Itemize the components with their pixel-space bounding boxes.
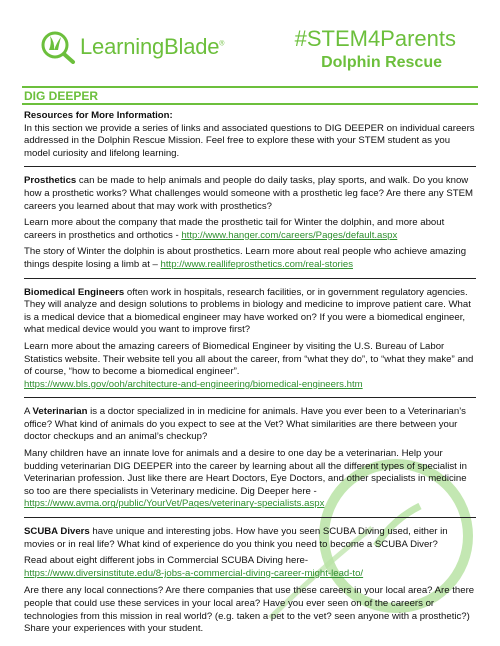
divider [24,517,476,518]
divider [24,397,476,398]
bls-biomedical-link[interactable]: https://www.bls.gov/ooh/architecture-and-engineering/biomedical-engineers.htm [24,378,363,390]
top-rule [22,86,478,88]
section-rule [22,103,478,105]
scuba-learn-more: Read about eight different jobs in Commercial SCUBA Diving here- [24,555,309,567]
local-connections-text: Are there any local connections? Are there companies that use these careers in your local area? Are there people that could use these services in your local area? Have you ever seen on of the careers or technologies from this mission in real world? (e.g. taken a pet to the vet? seen anyone with a prosthetic?) Share your experiences with your student. [24,585,475,635]
divider [24,166,476,167]
biomedical-learn-more: Learn more about the amazing careers of Biomedical Engineer by visiting the U.S. Bureau of Labor Statistics website. Their website tell you all about the career, from “what they do”, to “what they make” and of course, “how to become a biomedical engineer”. [24,340,474,378]
intro-heading: Resources for More Information: [24,110,173,121]
page-header [0,0,500,88]
prosthetics-term: Prosthetics [24,175,77,187]
hashtag-title: #STEM4Parents [294,26,456,51]
content [24,110,476,636]
veterinarian-learn-more: Many children have an innate love for animals and a desire to one day be a veterinarian. Help your budding veterinarian DIG DEEPER into the career by learning about all the different types of specialist in Veterinarian profession. Just like there are Heart Doctors, Eye Doctors, and other specialists in medicine so too are there specialists in Veterinary medicine. Dig Deeper here - https://www.avma.org/public/YourVet/Pages/veterinary-specialists.aspx [24,448,467,510]
prosthetics-learn-more: Learn more about the company that made the prosthetic tail for Winter the dolphin, and more about careers in prosthetics and orthotics - http://www.hanger.com/careers/Pages/default.aspx [24,217,445,241]
section-title: DIG DEEPER [24,89,99,103]
veterinarian-term: Veterinarian [32,406,88,418]
hanger-careers-link[interactable]: http://www.hanger.com/careers/Pages/default.aspx [181,229,398,241]
diversinstitute-link[interactable]: https://www.diversinstitute.edu/8-jobs-a-commercial-diving-career-might-lead-to/ [24,567,364,579]
prosthetics-story: The story of Winter the dolphin is about prosthetics. Learn more about real people who achieve amazing things despite losing a limb at – http://www.reallifeprosthetics.com/real-stories [24,246,467,270]
biomedical-term: Biomedical Engineers [24,286,125,298]
intro-text: In this section we provide a series of links and associated questions to DIG DEEPER on individual careers addressed in the Dolphin Rescue Mission. Feel free to explore these with your STEM student as you model curiosity and lifelong learning. [24,122,475,159]
learningblade-logo [40,30,224,64]
divider [24,278,476,279]
scuba-question: SCUBA Divers have unique and interesting jobs. How have you seen SCUBA Diving used, either in movies or in real life? What kind of experience do you think you need to become a SCUBA Diver? [24,526,448,550]
blade-magnifier-icon [40,30,76,64]
mission-title: Dolphin Rescue [321,54,442,71]
scuba-term: SCUBA Divers [24,526,90,538]
avma-specialists-link[interactable]: https://www.avma.org/public/YourVet/Pages/veterinary-specialists.aspx [24,498,325,510]
veterinarian-question: A Veterinarian is a doctor specialized in in medicine for animals. Have you ever been to a Veterinarian’s office? What kind of animals do you expect to see at the Vet? What similarities are there between your doctor checkups and an animal’s checkup? [24,406,466,443]
logo-text: LearningBlade® [80,34,225,59]
prosthetics-question: Prosthetics can be made to help animals and people do daily tasks, play sports, and walk. Do you know how a prosthetic works? What challenges would someone with a prosthetic leg face? Are there any STEM careers you learned about that may work with prosthetics? [24,175,474,212]
biomedical-question: Biomedical Engineers often work in hospitals, research facilities, or in government regulatory agencies. They will analyze and design solutions to problems in biology and medicine to improve patient care. What is a medical device that a biomedical engineer may have worked on? If you were a biomedical engineer, what medical device would you want to improve first? [24,286,471,336]
reallifeprosthetics-link[interactable]: http://www.reallifeprosthetics.com/real-stories [160,258,354,270]
